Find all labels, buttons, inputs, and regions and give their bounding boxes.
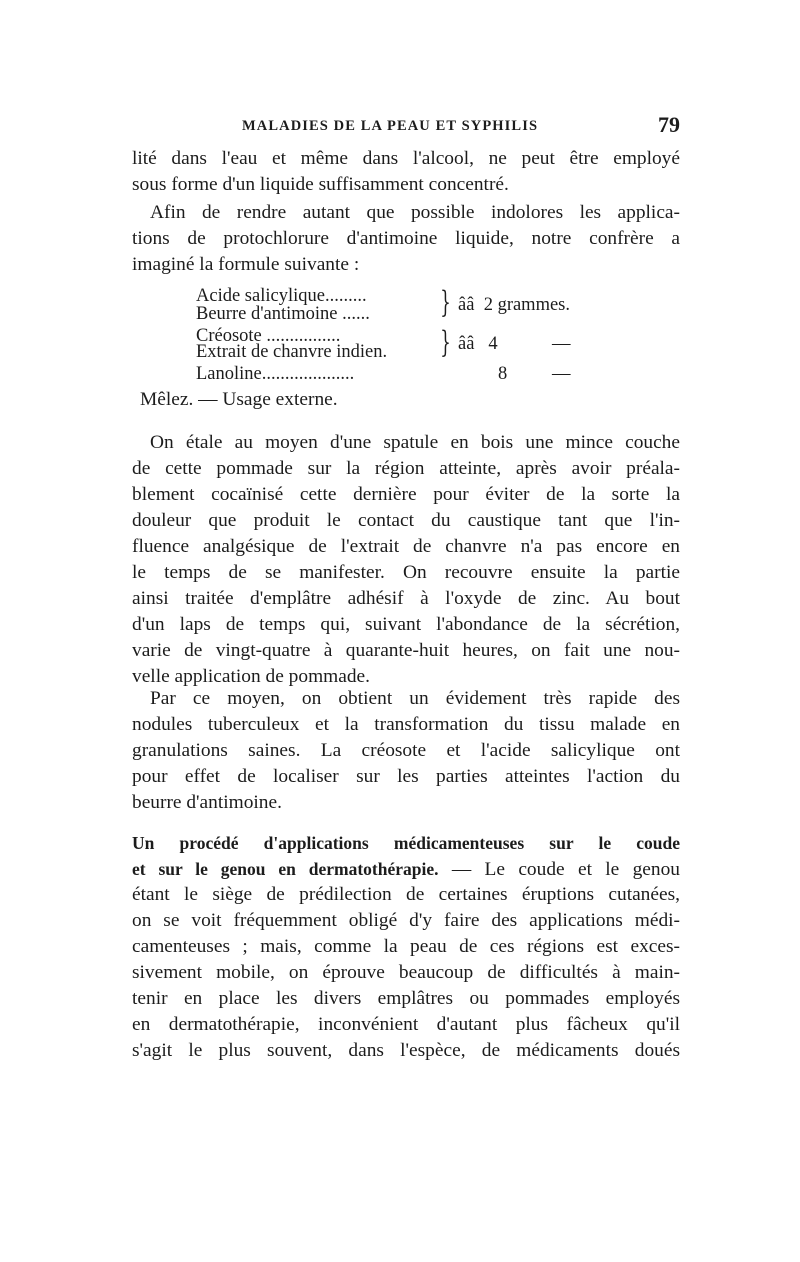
- text-line: étant le siège de prédilection de certaines éruptions cutanées,: [132, 884, 680, 905]
- text-line: blement cocaïnisé cette dernière pour éviter de la sorte la: [132, 484, 680, 505]
- usage-note: Mêlez. — Usage externe.: [140, 389, 338, 410]
- paragraph-results: [132, 686, 680, 816]
- paragraph-application: [132, 430, 680, 690]
- text-line: varie de vingt-quatre à quarante-huit heures, on fait une nou-: [132, 640, 680, 661]
- text-line: le temps de se manifester. On recouvre ensuite la partie: [132, 562, 680, 583]
- text-line: velle application de pommade.: [132, 666, 370, 687]
- text-line: et sur le genou en dermatothérapie. — Le coude et le genou: [132, 859, 680, 880]
- text-line: sous forme d'un liquide suffisamment concentré.: [132, 174, 509, 195]
- text-line: nodules tuberculeux et la transformation du tissu malade en: [132, 714, 680, 735]
- paragraph-formula-intro: [132, 200, 680, 278]
- section-heading: Un procédé d'applications médicamenteuses sur le coude: [132, 833, 680, 853]
- page-header: [132, 114, 680, 140]
- text-line: d'un laps de temps qui, suivant l'abondance de la sécrétion,: [132, 614, 680, 635]
- section-heading-line: [132, 830, 680, 856]
- text-line: pour effet de localiser sur les parties atteintes l'action du: [132, 766, 680, 787]
- formula-ingredient: Extrait de chanvre indien.: [196, 342, 388, 362]
- text-line: On étale au moyen d'une spatule en bois une mince couche: [150, 432, 680, 453]
- text-line: sivement mobile, on éprouve beaucoup de difficultés à main-: [132, 962, 680, 983]
- formula-quantity: ââ 4: [458, 334, 498, 354]
- text-line: tions de protochlorure d'antimoine liquide, notre confrère a: [132, 228, 680, 249]
- text-line: s'agit le plus souvent, dans l'espèce, de médicaments doués: [132, 1040, 680, 1061]
- text-line: Par ce moyen, on obtient un évidement très rapide des: [150, 688, 680, 709]
- brace-symbol: }: [440, 285, 451, 320]
- text-line: beurre d'antimoine.: [132, 792, 282, 813]
- text-line: granulations saines. La créosote et l'acide salicylique ont: [132, 740, 680, 761]
- paragraph-continuation: [132, 146, 680, 198]
- formula-quantity: ââ 2 grammes.: [458, 295, 570, 315]
- formula-ingredient: Créosote ................: [196, 326, 341, 346]
- text-line: de cette pommade sur la région atteinte, après avoir préala-: [132, 458, 680, 479]
- text-line: on se voit fréquemment obligé d'y faire des applications médi-: [132, 910, 680, 931]
- formula-ingredient: Beurre d'antimoine ......: [196, 304, 370, 324]
- ditto-dash: —: [552, 334, 571, 354]
- formula-ingredient: Lanoline....................: [196, 364, 355, 384]
- text-line: en dermatothérapie, inconvénient d'autant plus fâcheux qu'il: [132, 1014, 680, 1035]
- ditto-dash: —: [552, 364, 571, 384]
- formula-ingredient: Acide salicylique.........: [196, 286, 367, 306]
- text-line: ainsi traitée d'emplâtre adhésif à l'oxyde de zinc. Au bout: [132, 588, 680, 609]
- text-line: camenteuses ; mais, comme la peau de ces régions est exces-: [132, 936, 680, 957]
- text-line: imaginé la formule suivante :: [132, 254, 360, 275]
- brace-symbol: }: [440, 325, 451, 360]
- section-heading: et sur le genou en dermatothérapie.: [132, 859, 439, 879]
- text-line: lité dans l'eau et même dans l'alcool, ne peut être employé: [132, 148, 680, 169]
- page-number: 79: [658, 112, 680, 137]
- text-line: Afin de rendre autant que possible indolores les applica-: [150, 202, 680, 223]
- text-line: douleur que produit le contact du caustique tant que l'in-: [132, 510, 680, 531]
- text-line: tenir en place les divers emplâtres ou pommades employés: [132, 988, 680, 1009]
- running-title: MALADIES DE LA PEAU ET SYPHILIS: [242, 118, 539, 134]
- text-line: fluence analgésique de l'extrait de chanvre n'a pas encore en: [132, 536, 680, 557]
- formula-quantity: 8: [498, 364, 508, 384]
- paragraph-section-heading: [132, 830, 680, 1064]
